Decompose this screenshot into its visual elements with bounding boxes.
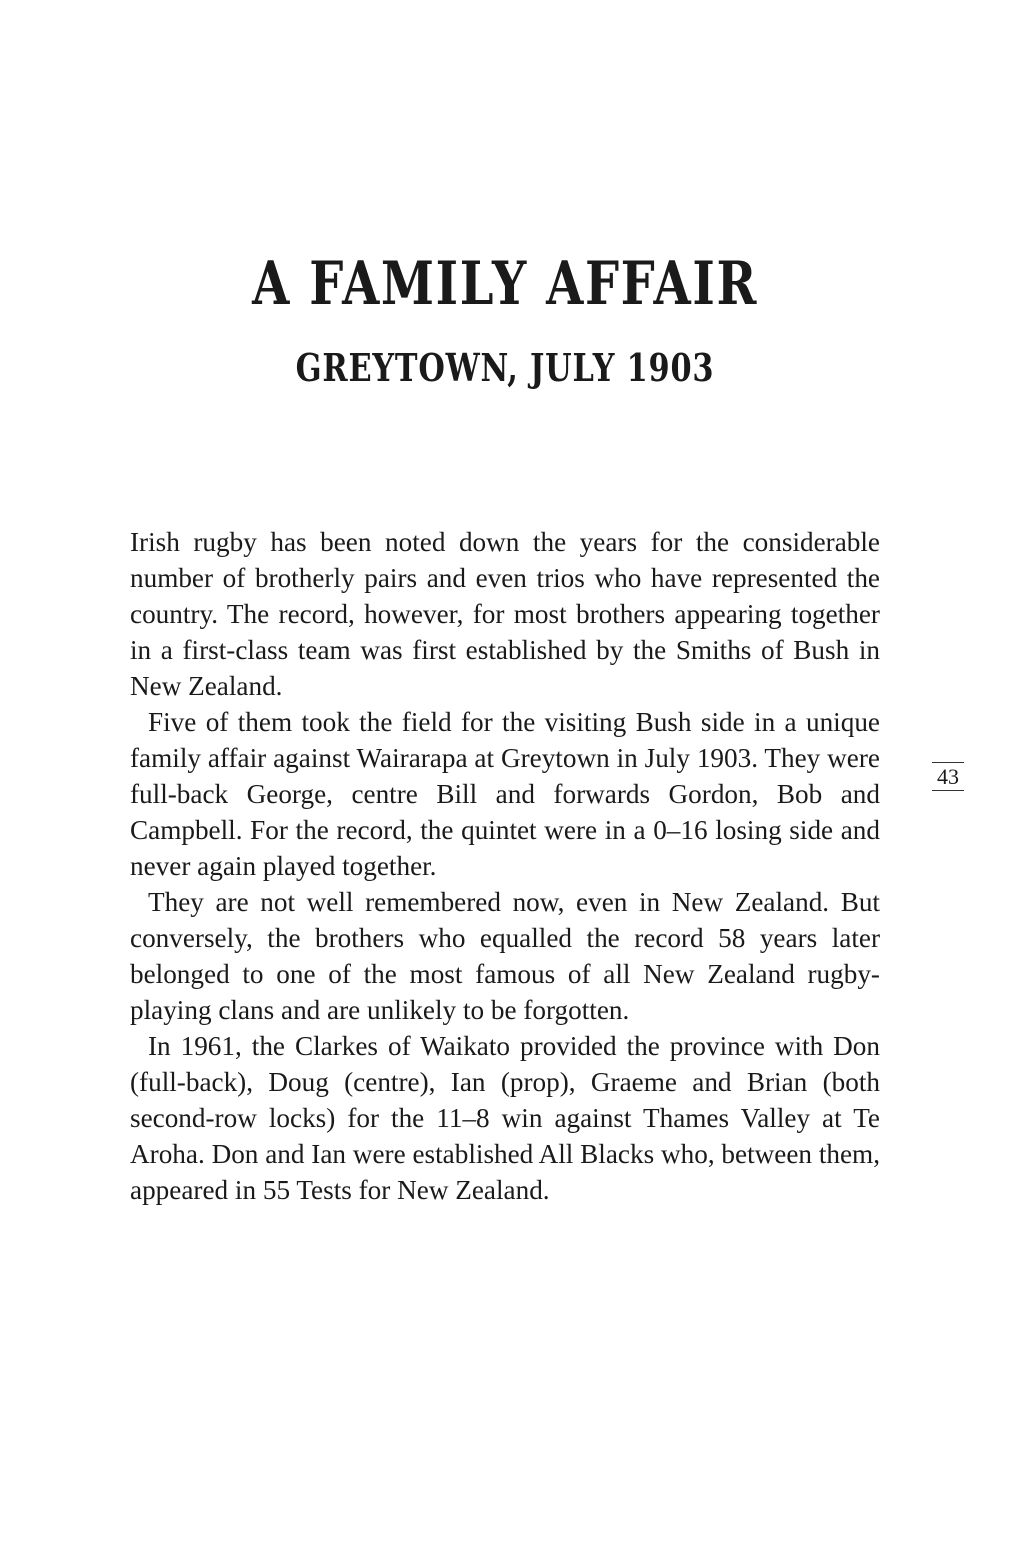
page-number: 43 (932, 762, 964, 791)
paragraph-3: They are not well remembered now, even in New Zealand. But conversely, the brothers who equalled the record 58 years later belonged to one of the most famous of all New Zealand rugby-playing clans and are unlikely to be forgotten. (130, 887, 880, 1025)
chapter-title: A FAMILY AFFAIR (252, 249, 758, 319)
paragraph-2: Five of them took the field for the visiting Bush side in a unique family affair against Wairarapa at Greytown in July 1903. They were full-back George, centre Bill and forwards Gordon, Bob and Campbell. For the record, the quintet were in a 0–16 losing side and never again played together. (130, 707, 880, 881)
chapter-subtitle: GREYTOWN, JULY 1903 (295, 345, 715, 390)
paragraph-4: In 1961, the Clarkes of Waikato provided the province with Don (full-back), Doug (centre), Ian (prop), Graeme and Brian (both second-row locks) for the 11–8 win against Thames Valley at Te Aroha. Don and Ian were established All Blacks who, between them, appeared in 55 Tests for New Zealand. (130, 1031, 880, 1205)
chapter-body (130, 524, 880, 1208)
paragraph-1: Irish rugby has been noted down the years for the considerable number of brotherly pairs and even trios who have represented the country. The record, however, for most brothers appearing together in a first-class team was first established by the Smiths of Bush in New Zealand. (130, 527, 880, 701)
